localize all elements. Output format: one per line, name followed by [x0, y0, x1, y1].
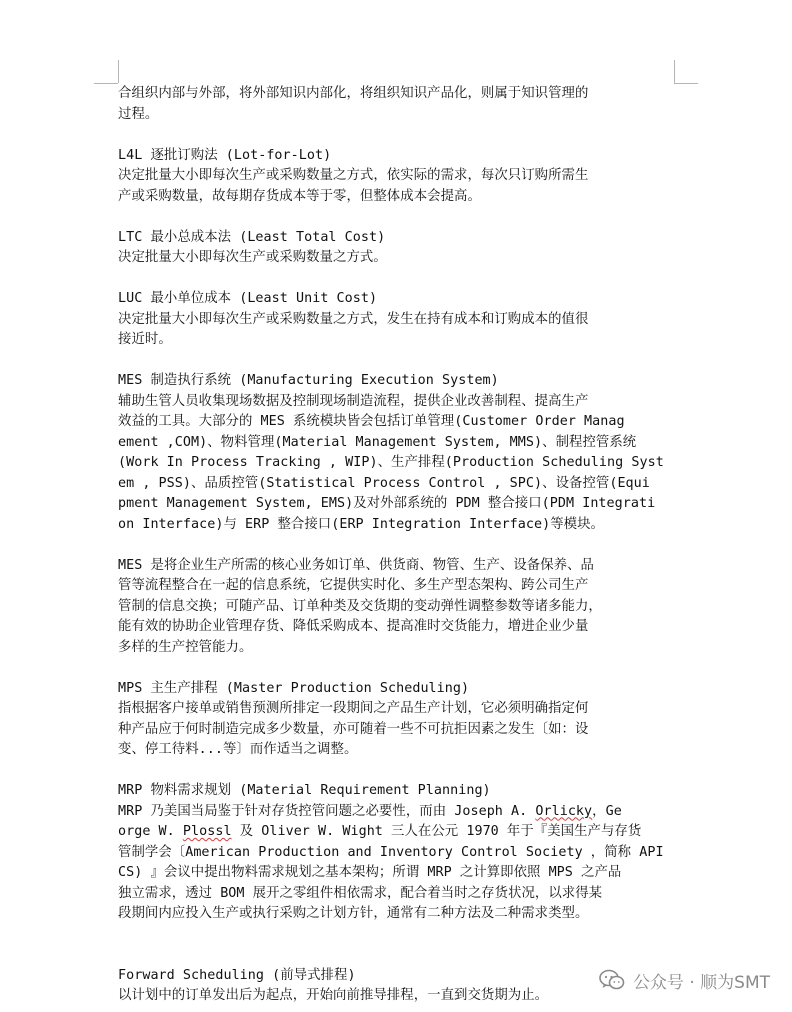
wechat-icon [599, 969, 625, 991]
crop-mark-top-left-horizontal [94, 83, 118, 84]
blank-line [118, 658, 678, 679]
document-body[interactable] [118, 84, 678, 1007]
text-line: 合组织内部与外部，将外部知识内部化，将组织知识产品化，则属于知识管理的 [118, 86, 589, 101]
text-line: 种产品应于何时制造完成多少数量，亦可随着一些不可抗拒因素之发生〔如：设 [118, 721, 589, 737]
text-line: (Work In Process Tracking , WIP)、生产排程(Production Scheduling Syst [118, 455, 664, 470]
text-line: LTC 最小总成本法 (Least Total Cost) [118, 229, 386, 245]
text-line: orge W. Plossl 及 Oliver W. Wight 三人在公元 1970 年于『美国生产与存货 [118, 824, 642, 839]
blank-line [118, 125, 678, 146]
text-line: MPS 主生产排程 (Master Production Scheduling) [118, 680, 470, 696]
text-line: MES 制造执行系统 (Manufacturing Execution System) [118, 373, 499, 388]
text-line: em , PSS)、品质控管(Statistical Process Control , SPC)、设备控管(Equi [118, 475, 650, 491]
text-line: MES 是将企业生产所需的核心业务如订单、供货商、物管、生产、设备保养、品 [118, 557, 594, 573]
blank-line [118, 535, 678, 556]
blank-line [118, 761, 678, 782]
text-line: 辅助生管人员收集现场数据及控制现场制造流程，提供企业改善制程、提高生产 [118, 393, 589, 409]
text-line: 决定批量大小即每次生产或采购数量之方式。 [118, 250, 387, 265]
text-line: 管等流程整合在一起的信息系统，它提供实时化、多生产型态架构、跨公司生产 [118, 578, 589, 593]
blank-line [118, 925, 678, 946]
text-line: 管制的信息交换；可随产品、订单种类及交货期的变动弹性调整参数等诸多能力， [118, 598, 602, 614]
text-line: 多样的生产控管能力。 [118, 639, 253, 655]
blank-line [118, 945, 678, 966]
text-line: 决定批量大小即每次生产或采购数量之方式，发生在持有成本和订购成本的值很 [118, 311, 589, 327]
text-line: on Interface)与 ERP 整合接口(ERP Integration Interface)等模块。 [118, 516, 604, 532]
text-line: 变、停工待料...等〕而作适当之调整。 [118, 742, 358, 757]
text-line: 能有效的协助企业管理存货、降低采购成本、提高准时交货能力，增进企业少量 [118, 619, 589, 634]
blank-line [118, 207, 678, 228]
text-line: 过程。 [118, 106, 159, 122]
text-line: MRP 物料需求规划 (Material Requirement Planning) [118, 783, 491, 798]
spellcheck-word: Plossl [182, 824, 232, 839]
spellcheck-word: Orlicky [535, 803, 593, 819]
text-line: L4L 逐批订购法 (Lot-for-Lot) [118, 147, 332, 163]
text-line: 接近时。 [118, 332, 172, 347]
text-line: 独立需求，透过 BOM 展开之零组件相依需求，配合着当时之存货状况，以求得某 [118, 885, 603, 901]
text-line: 段期间内应投入生产或执行采购之计划方针，通常有二种方法及二种需求类型。 [118, 906, 589, 921]
crop-mark-top-left-vertical [118, 60, 119, 83]
text-line: pment Management System, EMS)及对外部系统的 PDM 整合接口(PDM Integrati [118, 496, 656, 511]
text-line: 以计划中的订单发出后为起点，开始向前推导排程，一直到交货期为止。 [118, 988, 549, 1003]
text-line: CS) 』会议中提出物料需求规划之基本架构；所谓 MRP 之计算即依照 MPS 之产品 [118, 865, 622, 880]
text-line: MRP 乃美国当局鉴于针对存货控管问题之必要性，而由 Joseph A. Orlicky，Ge [118, 803, 622, 819]
blank-line [118, 269, 678, 290]
crop-mark-top-right-vertical [674, 60, 675, 83]
text-line: LUC 最小单位成本 (Least Unit Cost) [118, 291, 378, 306]
text-line: 指根据客户接单或销售预测所排定一段期间之产品生产计划，它必须明确指定何 [118, 701, 589, 716]
text-line: 决定批量大小即每次生产或采购数量之方式，依实际的需求，每次只订购所需生 [118, 168, 589, 183]
blank-line [118, 351, 678, 372]
watermark [599, 966, 770, 994]
text-line: 效益的工具。大部分的 MES 系统模块皆会包括订单管理(Customer Order Manag [118, 414, 625, 429]
text-line: Forward Scheduling (前导式排程) [118, 967, 356, 983]
text-line: 产或采购数量，故每期存货成本等于零，但整体成本会提高。 [118, 188, 481, 204]
text-line: 管制学会〔American Production and Inventory Control Society ，简称 API [118, 844, 664, 860]
text-line: ement ,COM)、物料管理(Material Management System, MMS)、制程控管系统 [118, 434, 637, 450]
watermark-text: 公众号 · 顺为SMT [632, 972, 770, 993]
